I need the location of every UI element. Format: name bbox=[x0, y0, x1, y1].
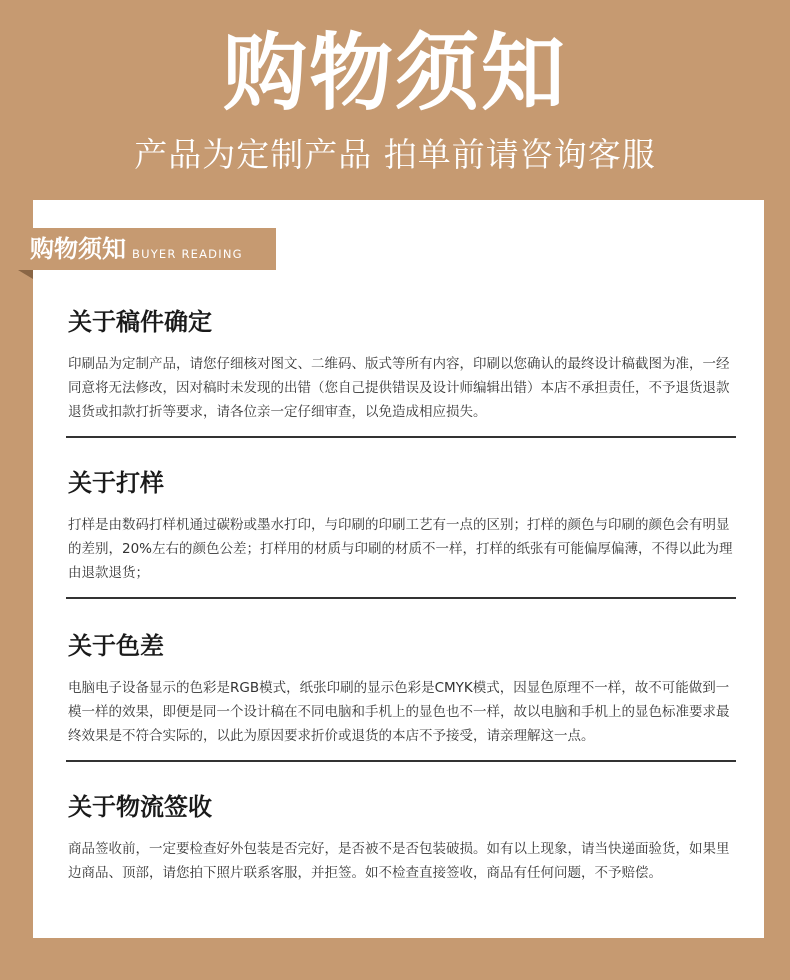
section-ribbon bbox=[18, 228, 276, 270]
divider bbox=[66, 436, 736, 438]
section-body: 商品签收前，一定要检查好外包装是否完好，是否被不是否包装破损。如有以上现象，请当快递面验货，如果里边商品、顶部，请您拍下照片联系客服，并拒签。如不检查直接签收，商品有任何问题，不予赔偿。 bbox=[68, 841, 730, 881]
section-heading: 关于物流签收 bbox=[68, 793, 212, 821]
divider bbox=[66, 597, 736, 599]
page-subtitle: 产品为定制产品 拍单前请咨询客服 bbox=[134, 135, 656, 174]
section-heading: 关于色差 bbox=[68, 632, 164, 660]
section-heading: 关于稿件确定 bbox=[68, 308, 212, 336]
divider bbox=[66, 760, 736, 762]
section-body: 打样是由数码打样机通过碳粉或墨水打印，与印刷的印刷工艺有一点的区别；打样的颜色与印刷的颜色会有明显的差别，20%左右的颜色公差；打样用的材质与印刷的材质不一样，打样的纸张有可能偏厚偏薄，不得以此为理由退款退货； bbox=[68, 517, 733, 581]
ribbon-title: 购物须知 bbox=[30, 235, 126, 263]
ribbon-fold bbox=[18, 270, 33, 279]
page-title: 购物须知 bbox=[222, 24, 567, 122]
section-body: 电脑电子设备显示的色彩是RGB模式，纸张印刷的显示色彩是CMYK模式，因显色原理不一样，故不可能做到一模一样的效果，即便是同一个设计稿在不同电脑和手机上的显色也不一样，故以电脑和手机上的显色标准要求最终效果是不符合实际的，以此为原因要求折价或退货的本店不予接受，请亲理解这一点。 bbox=[68, 680, 730, 744]
section-manuscript bbox=[68, 306, 734, 424]
section-heading: 关于打样 bbox=[68, 469, 164, 497]
section-delivery-receipt bbox=[68, 791, 734, 885]
section-proofing bbox=[68, 467, 734, 585]
ribbon-subtitle: BUYER READING bbox=[132, 247, 243, 261]
section-color-difference bbox=[68, 630, 734, 748]
section-body: 印刷品为定制产品，请您仔细核对图文、二维码、版式等所有内容，印刷以您确认的最终设计稿截图为准，一经同意将无法修改，因对稿时未发现的出错（您自己提供错误及设计师编辑出错）本店不承担责任，不予退货退款退货或扣款打折等要求，请各位亲一定仔细审查，以免造成相应损失。 bbox=[68, 356, 730, 420]
